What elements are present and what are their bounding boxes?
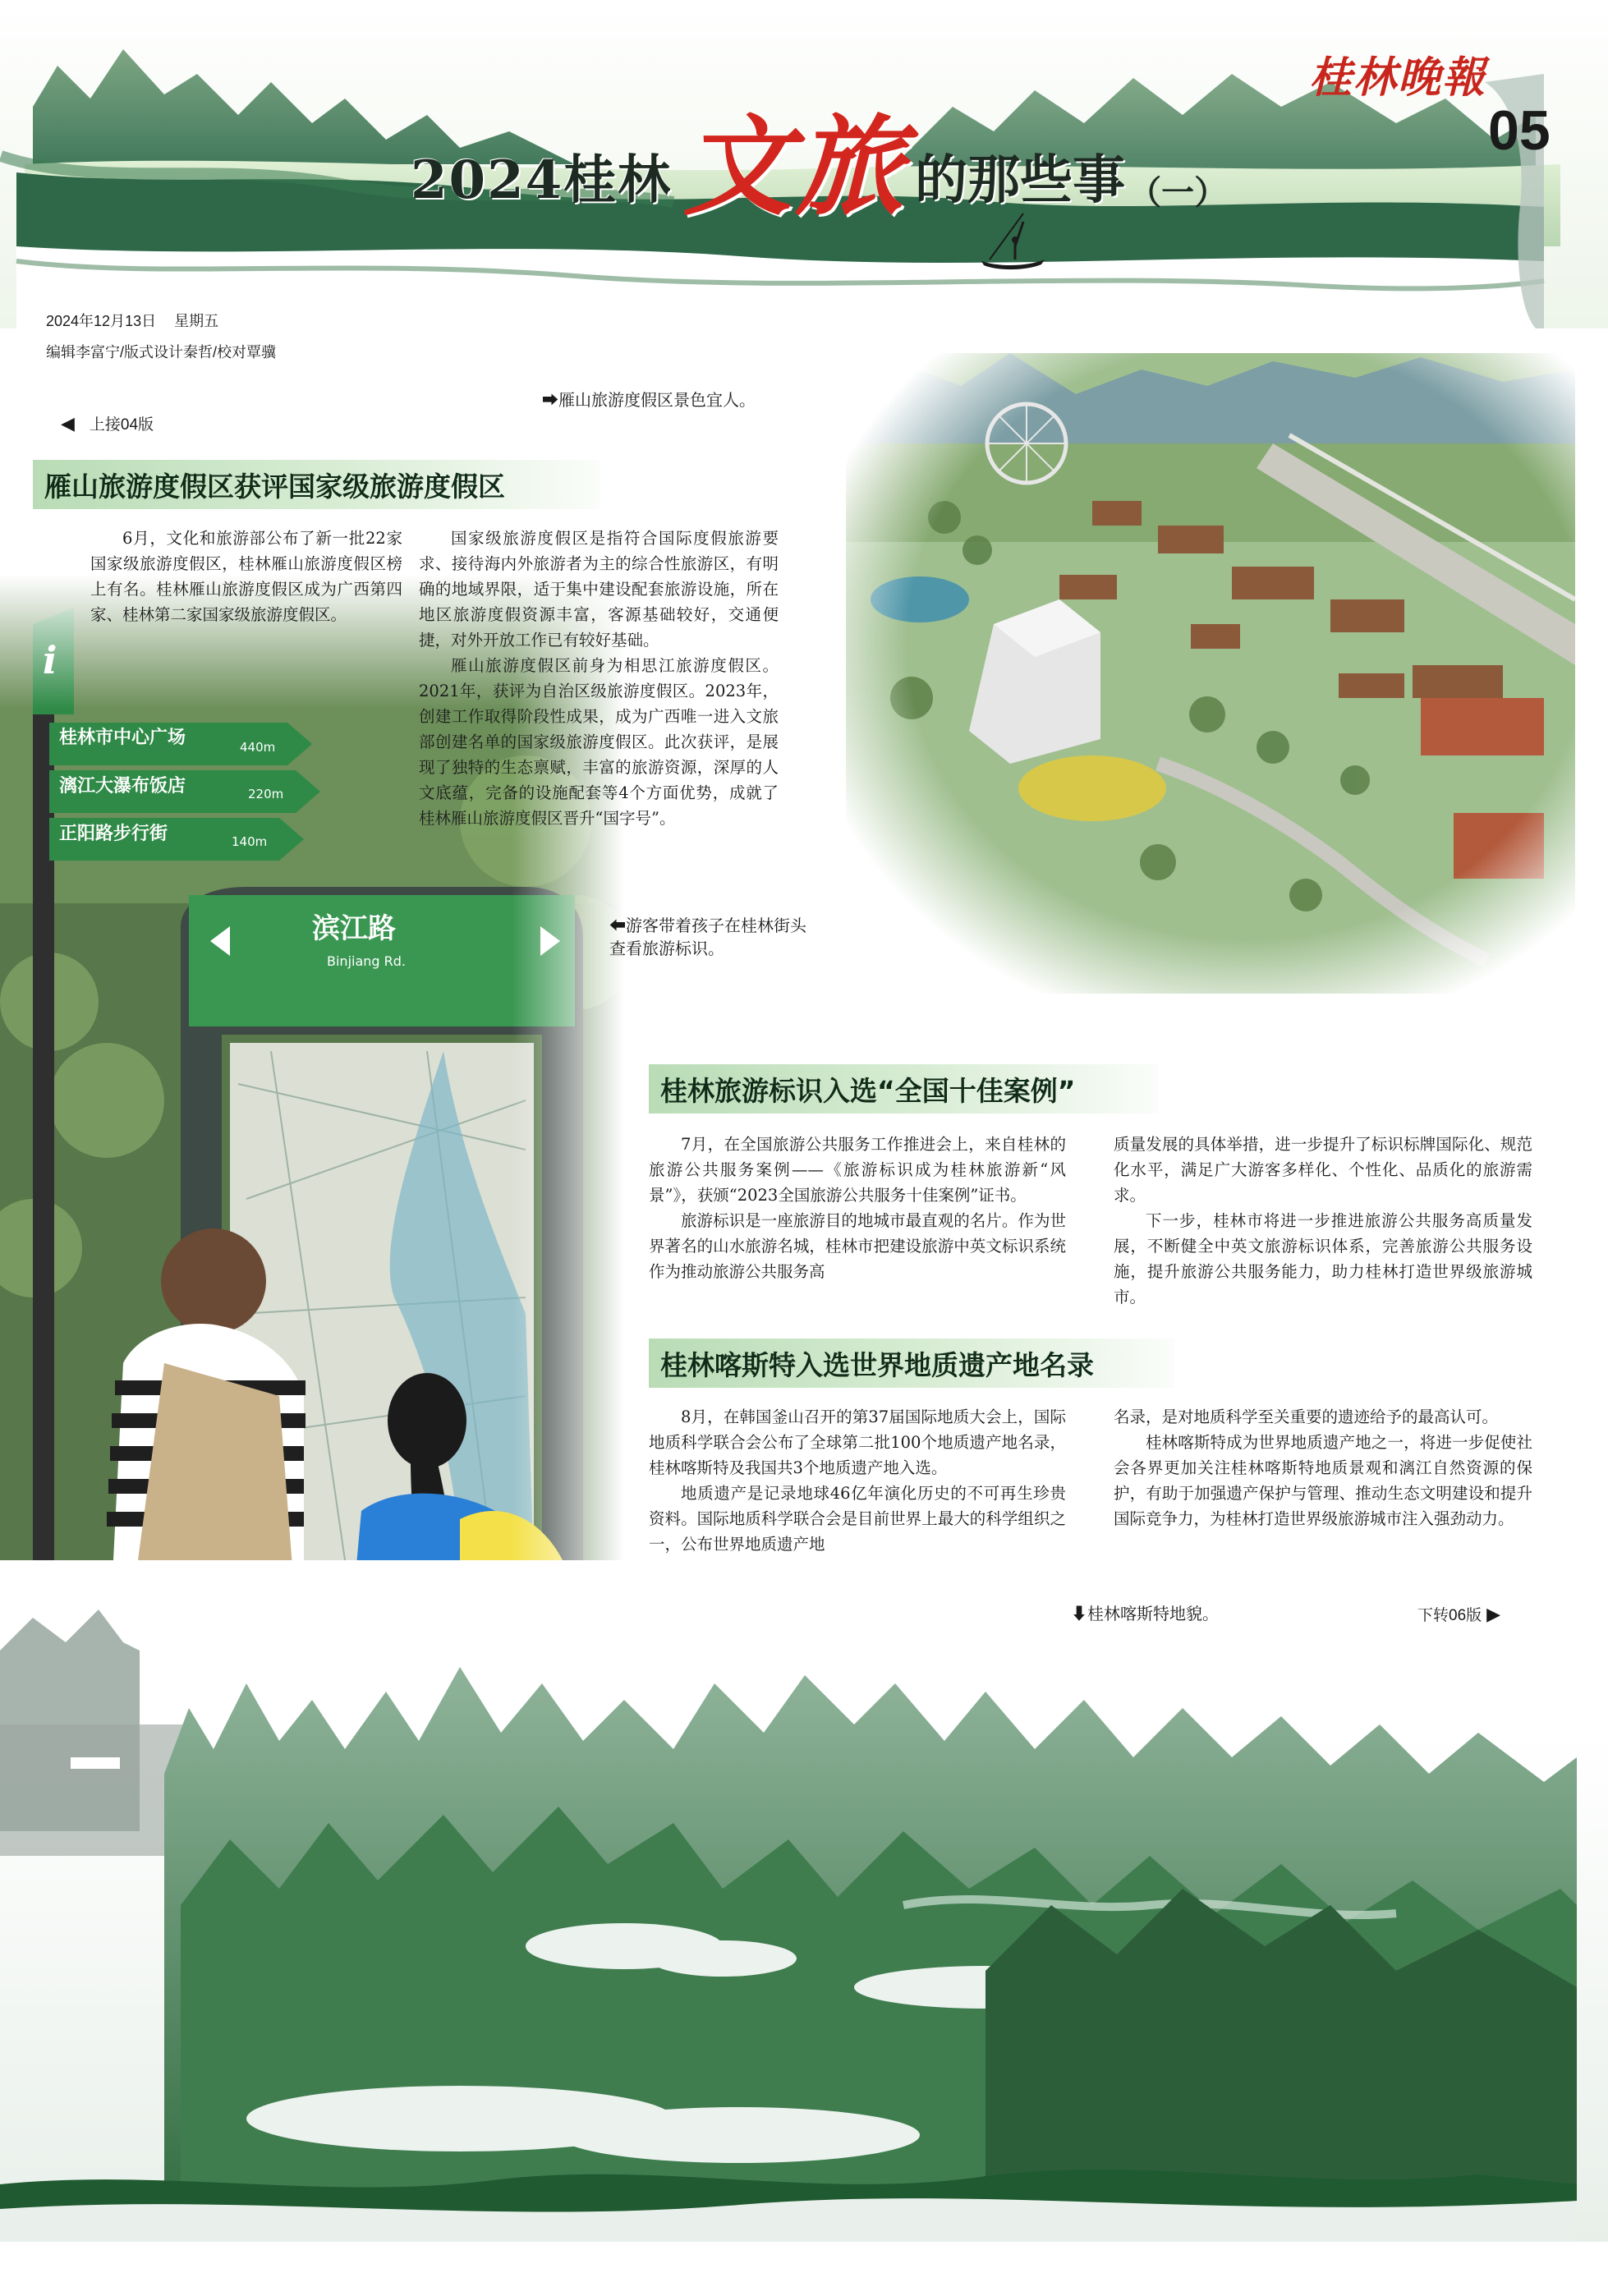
title-part-1: 2024桂林	[411, 149, 673, 211]
article-2-paragraph-4: 下一步，桂林市将进一步推进旅游公共服务高质量发展，不断健全中英文旅游标识体系，完善旅游公共服务设施，提升旅游公共服务能力，助力桂林打造世界级旅游城市。	[1114, 1211, 1532, 1306]
article-2-column-1	[649, 1132, 1066, 1284]
newspaper-logo: 桂林晚報	[1309, 53, 1487, 103]
continued-from-label: 上接04版	[89, 416, 154, 434]
article-3-heading: 桂林喀斯特入选世界地质遗产地名录	[649, 1339, 1174, 1388]
article-1-heading: 雁山旅游度假区获评国家级旅游度假区	[33, 460, 600, 509]
article-2-paragraph-1: 7月，在全国旅游公共服务工作推进会上，来自桂林的旅游公共服务案例——《旅游标识成为桂林旅游新“风景”》，获颁“2023全国旅游公共服务十佳案例”证书。	[649, 1135, 1066, 1205]
article-1-column-1	[90, 526, 402, 627]
article-2-column-2	[1114, 1132, 1532, 1310]
masthead-banner	[0, 0, 1608, 328]
karst-photo-art	[0, 1560, 1608, 2242]
article-3-column-2	[1114, 1404, 1532, 1531]
article-2-paragraph-2: 旅游标识是一座旅游目的地城市最直观的名片。作为世界著名的山水旅游名城，桂林市把建设旅游中英文标识系统作为推动旅游公共服务高	[649, 1211, 1066, 1281]
continued-from	[61, 412, 154, 434]
issue-date: 2024年12月13日	[46, 313, 157, 329]
article-3-paragraph-1: 8月，在韩国釜山召开的第37届国际地质大会上，国际地质科学联合会公布了全球第二批100个地质遗产地名录，桂林喀斯特及我国共3个地质遗产地入选。	[649, 1407, 1066, 1477]
article-1-column-2	[419, 526, 779, 831]
continued-to-label: 下转06版	[1417, 1607, 1482, 1624]
title-part-3: （一）	[1128, 173, 1228, 212]
article-1-paragraph-3: 雁山旅游度假区前身为相思江旅游度假区。2021年，获评为自治区级旅游度假区。2023年，创建工作取得阶段性成果，成为广西唯一进入文旅部创建名单的国家级旅游度假区。此次获评，是展现了独特的生态禀赋，丰富的旅游资源，深厚的人文底蕴，完备的设施配套等4个方面优势，成就了桂林雁山旅游度假区晋升“国字号”。	[419, 656, 779, 828]
page-number: 05	[1488, 99, 1551, 162]
title-highlight: 文旅	[683, 103, 907, 231]
karst-caption: ⬇桂林喀斯特地貌。	[1071, 1605, 1219, 1623]
article-3-paragraph-4: 桂林喀斯特成为世界地质遗产地之一，将进一步促使社会各界更加关注桂林喀斯特地质景观和漓江自然资源的保护，有助于加强遗产保护与管理、推动生态文明建设和提升国际竞争力，为桂林打造世界级旅游城市注入强劲动力。	[1114, 1433, 1532, 1528]
arrow-right-icon: ▶	[1486, 1604, 1501, 1624]
article-3-column-1	[649, 1404, 1066, 1557]
article-2-heading: 桂林旅游标识入选“全国十佳案例”	[649, 1064, 1158, 1114]
article-1-paragraph-2: 国家级旅游度假区是指符合国际度假旅游要求、接待海内外旅游者为主的综合性旅游区，有明确的地域界限，适于集中建设配套旅游设施，所在地区旅游度假资源丰富，客源基础较好，交通便捷，对外开放工作已有较好基础。	[419, 529, 779, 650]
article-3-paragraph-3: 名录，是对地质科学至关重要的遗迹给予的最高认可。	[1114, 1407, 1499, 1426]
issue-weekday: 星期五	[174, 313, 219, 329]
article-2-paragraph-3: 质量发展的具体举措，进一步提升了标识标牌国际化、规范化水平，满足广大游客多样化、个性化、品质化的旅游需求。	[1114, 1135, 1532, 1205]
editor-credits: 编辑李富宁/版式设计秦哲/校对覃骥	[46, 344, 277, 360]
page-title	[411, 103, 1228, 231]
article-1-paragraph-1: 6月，文化和旅游部公布了新一批22家国家级旅游度假区，桂林雁山旅游度假区榜上有名。桂林雁山旅游度假区成为广西第四家、桂林第二家国家级旅游度假区。	[90, 529, 402, 624]
yanshan-photo-art	[846, 353, 1575, 994]
karst-landscape-photo	[0, 1560, 1608, 2242]
sign-caption: ⬅游客带着孩子在桂林街头查看旅游标识。	[609, 917, 806, 958]
yanshan-aerial-photo	[846, 353, 1575, 994]
article-3-paragraph-2: 地质遗产是记录地球46亿年演化历史的不可再生珍贵资料。国际地质科学联合会是目前世界上最大的科学组织之一，公布世界地质遗产地	[649, 1484, 1066, 1554]
arrow-left-icon: ◀	[61, 413, 75, 434]
yanshan-caption: ➡雁山旅游度假区景色宜人。	[542, 392, 756, 410]
title-part-2: 的那些事	[915, 149, 1126, 211]
date-line	[46, 310, 237, 331]
continued-to	[1417, 1603, 1500, 1625]
